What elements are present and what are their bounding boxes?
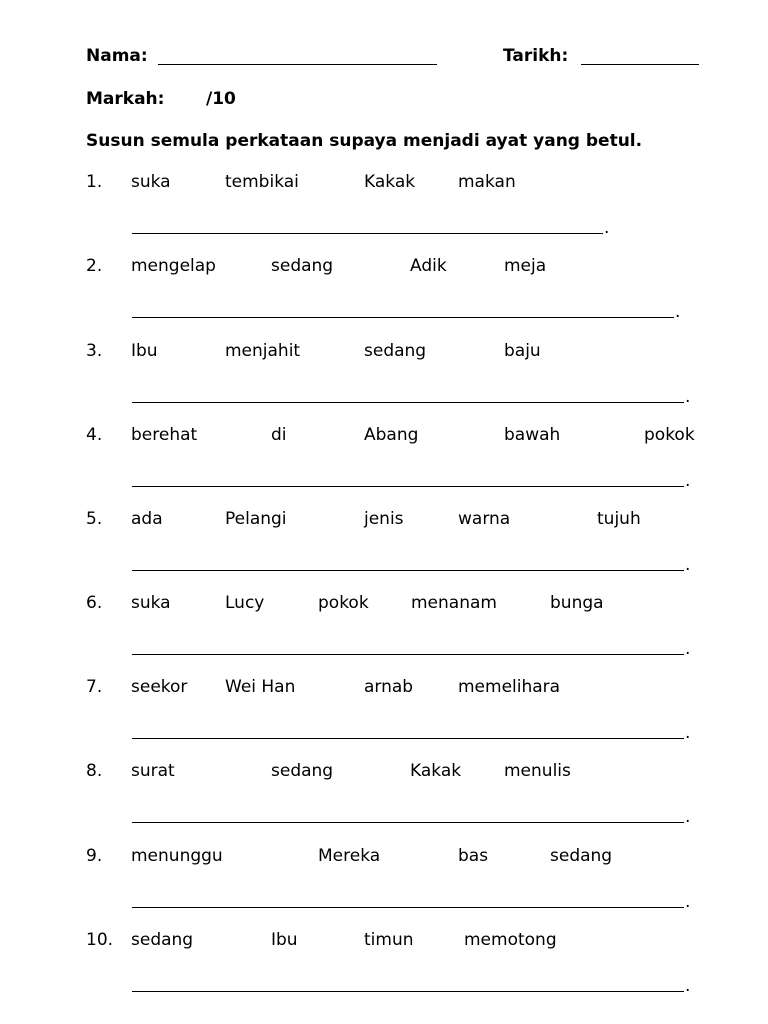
- question-number: 10.: [86, 930, 114, 950]
- answer-period: .: [685, 892, 691, 912]
- scrambled-word: Lucy: [225, 593, 265, 613]
- scrambled-word: pokok: [318, 593, 369, 613]
- answer-line[interactable]: [132, 907, 684, 908]
- answer-period: .: [685, 555, 691, 575]
- scrambled-word: ada: [131, 509, 163, 529]
- answer-line[interactable]: [132, 402, 684, 403]
- question-number: 4.: [86, 425, 103, 445]
- scrambled-word: sedang: [550, 846, 613, 866]
- nama-label: Nama:: [86, 46, 148, 66]
- answer-line[interactable]: [132, 822, 684, 823]
- scrambled-word: memelihara: [458, 677, 561, 697]
- scrambled-word: Wei Han: [225, 677, 296, 697]
- scrambled-word: sedang: [364, 341, 427, 361]
- answer-period: .: [685, 807, 691, 827]
- question-number: 5.: [86, 509, 103, 529]
- scrambled-word: menanam: [411, 593, 497, 613]
- scrambled-word: bunga: [550, 593, 604, 613]
- scrambled-word: bawah: [504, 425, 561, 445]
- scrambled-word: Kakak: [410, 761, 462, 781]
- answer-period: .: [685, 639, 691, 659]
- scrambled-word: sedang: [131, 930, 194, 950]
- markah-label: Markah:: [86, 89, 165, 109]
- question-number: 1.: [86, 172, 103, 192]
- answer-line[interactable]: [132, 233, 603, 234]
- scrambled-word: sedang: [271, 256, 334, 276]
- scrambled-word: Pelangi: [225, 509, 287, 529]
- scrambled-word: seekor: [131, 677, 188, 697]
- scrambled-word: jenis: [364, 509, 404, 529]
- scrambled-word: suka: [131, 593, 171, 613]
- scrambled-word: di: [271, 425, 287, 445]
- scrambled-word: suka: [131, 172, 171, 192]
- markah-total: /10: [206, 89, 236, 109]
- scrambled-word: warna: [458, 509, 511, 529]
- scrambled-word: sedang: [271, 761, 334, 781]
- scrambled-word: bas: [458, 846, 489, 866]
- scrambled-word: Abang: [364, 425, 419, 445]
- answer-line[interactable]: [132, 738, 684, 739]
- answer-line[interactable]: [132, 486, 684, 487]
- scrambled-word: mengelap: [131, 256, 216, 276]
- scrambled-word: baju: [504, 341, 541, 361]
- scrambled-word: arnab: [364, 677, 414, 697]
- question-number: 6.: [86, 593, 103, 613]
- answer-line[interactable]: [132, 991, 684, 992]
- scrambled-word: memotong: [464, 930, 557, 950]
- answer-line[interactable]: [132, 570, 684, 571]
- answer-period: .: [685, 471, 691, 491]
- answer-period: .: [685, 387, 691, 407]
- scrambled-word: Adik: [410, 256, 447, 276]
- answer-line[interactable]: [132, 654, 684, 655]
- scrambled-word: Mereka: [318, 846, 381, 866]
- scrambled-word: surat: [131, 761, 175, 781]
- answer-period: .: [685, 723, 691, 743]
- instruction: Susun semula perkataan supaya menjadi ayat yang betul.: [86, 131, 643, 151]
- scrambled-word: meja: [504, 256, 547, 276]
- question-number: 7.: [86, 677, 103, 697]
- scrambled-word: pokok: [644, 425, 695, 445]
- answer-period: .: [604, 218, 610, 238]
- scrambled-word: tembikai: [225, 172, 299, 192]
- question-number: 8.: [86, 761, 103, 781]
- question-number: 2.: [86, 256, 103, 276]
- scrambled-word: menjahit: [225, 341, 301, 361]
- scrambled-word: menulis: [504, 761, 571, 781]
- nama-answer-line[interactable]: [158, 64, 437, 65]
- scrambled-word: Ibu: [131, 341, 158, 361]
- scrambled-word: tujuh: [597, 509, 641, 529]
- scrambled-word: Ibu: [271, 930, 298, 950]
- answer-period: .: [685, 976, 691, 996]
- answer-period: .: [675, 302, 681, 322]
- scrambled-word: berehat: [131, 425, 198, 445]
- scrambled-word: menunggu: [131, 846, 223, 866]
- question-number: 3.: [86, 341, 103, 361]
- tarikh-label: Tarikh:: [503, 46, 569, 66]
- scrambled-word: makan: [458, 172, 516, 192]
- scrambled-word: Kakak: [364, 172, 416, 192]
- tarikh-answer-line[interactable]: [581, 64, 699, 65]
- answer-line[interactable]: [132, 317, 674, 318]
- question-number: 9.: [86, 846, 103, 866]
- scrambled-word: timun: [364, 930, 414, 950]
